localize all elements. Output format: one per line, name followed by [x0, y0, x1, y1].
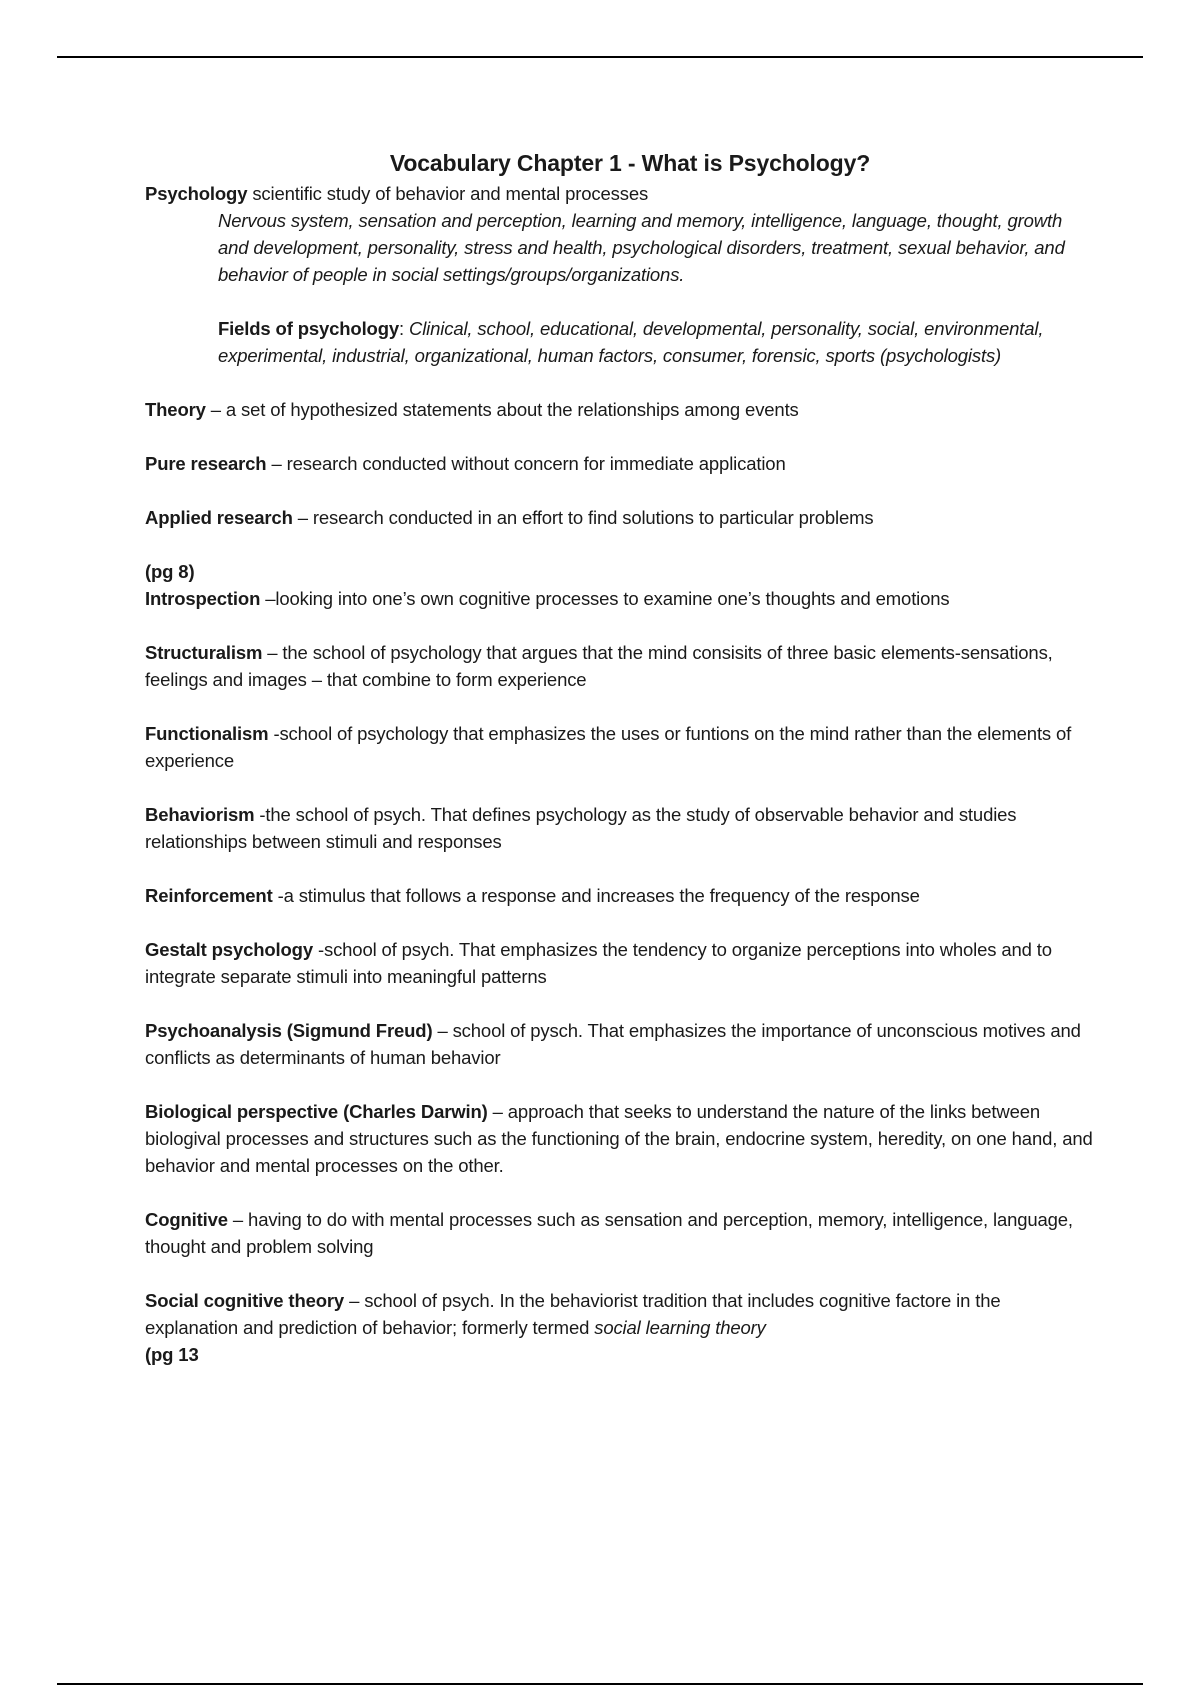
entry-definition: – having to do with mental processes such as sensation and perception, memory, intelligence, language, thought and problem solving — [145, 1209, 1073, 1257]
entry-term: Behaviorism — [145, 804, 255, 825]
page-note: (pg 13 — [145, 1344, 199, 1365]
entry-introspection — [145, 585, 1095, 612]
entry-cognitive — [145, 1206, 1095, 1260]
entry-term: Reinforcement — [145, 885, 273, 906]
entry-term: Psychoanalysis (Sigmund Freud) — [145, 1020, 433, 1041]
entry-term: Theory — [145, 399, 206, 420]
entry-term: Introspection — [145, 588, 261, 609]
entry-definition: – school of pysch. That emphasizes the importance of unconscious motives and conflicts as determinants of human behavior — [145, 1020, 1081, 1068]
entry-term: Functionalism — [145, 723, 269, 744]
entry-term: Social cognitive theory — [145, 1290, 345, 1311]
entry-definition: -school of psychology that emphasizes the uses or funtions on the mind rather than the elements of experience — [145, 723, 1072, 771]
entry-social-cognitive-theory — [145, 1287, 1095, 1341]
page-title: Vocabulary Chapter 1 - What is Psychology? — [389, 150, 871, 176]
document-body — [145, 146, 1095, 1368]
entry-structuralism — [145, 639, 1095, 693]
entry-applied-research — [145, 504, 1095, 531]
entry-definition: – research conducted in an effort to find solutions to particular problems — [292, 507, 874, 528]
entry-term: Gestalt psychology — [145, 939, 313, 960]
entry-definition: – research conducted without concern for immediate application — [266, 453, 786, 474]
page-note: (pg 8) — [145, 561, 195, 582]
entry-gestalt-psychology — [145, 936, 1095, 990]
bottom-rule — [57, 1683, 1143, 1685]
entry-functionalism — [145, 720, 1095, 774]
entry-definition: -a stimulus that follows a response and increases the frequency of the response — [272, 885, 920, 906]
entry-psychology — [145, 180, 1095, 207]
entry-psychoanalysis — [145, 1017, 1095, 1071]
entry-term: Pure research — [145, 453, 267, 474]
fields-of-psychology — [218, 315, 1095, 369]
entry-term: Applied research — [145, 507, 293, 528]
entry-definition: – school of psych. In the behaviorist tradition that includes cognitive factore in the explanation and prediction of behavior; formerly termed — [145, 1290, 1001, 1338]
entry-definition: scientific study of behavior and mental processes — [247, 183, 649, 204]
entry-theory — [145, 396, 1095, 423]
fields-label: Fields of psychology — [218, 318, 399, 339]
entry-behaviorism — [145, 801, 1095, 855]
entry-pure-research — [145, 450, 1095, 477]
entry-definition: -school of psych. That emphasizes the tendency to organize perceptions into wholes and to integrate separate stimuli into meaningful patterns — [145, 939, 1052, 987]
fields-colon: : — [399, 318, 409, 339]
top-rule — [57, 56, 1143, 58]
fields-list: Clinical, school, educational, developmental, personality, social, environmental, experimental, industrial, organizational, human factors, consumer, forensic, sports (psychologists) — [218, 318, 1044, 366]
entry-definition: – approach that seeks to understand the nature of the links between biologival processes and structures such as the functioning of the brain, endocrine system, heredity, on one hand, and behavior and mental processes on the other. — [145, 1101, 1093, 1176]
psychology-examples: Nervous system, sensation and perception, learning and memory, intelligence, language, thought, growth and development, personality, stress and health, psychological disorders, treatment, sexual behavior, and behavior of people in social settings/groups/organizations. — [218, 210, 1065, 285]
entry-definition: –looking into one’s own cognitive processes to examine one’s thoughts and emotions — [260, 588, 950, 609]
entry-reinforcement — [145, 882, 1095, 909]
entry-definition-italic: social learning theory — [594, 1317, 766, 1338]
entry-definition: – the school of psychology that argues that the mind consisits of three basic elements-sensations, feelings and images – that combine to form experience — [145, 642, 1053, 690]
entry-definition: – a set of hypothesized statements about the relationships among events — [205, 399, 799, 420]
entry-term: Psychology — [145, 183, 248, 204]
entry-term: Biological perspective (Charles Darwin) — [145, 1101, 488, 1122]
entry-term: Cognitive — [145, 1209, 228, 1230]
entry-biological-perspective — [145, 1098, 1095, 1179]
entry-term: Structuralism — [145, 642, 263, 663]
entry-definition: -the school of psych. That defines psychology as the study of observable behavior and studies relationships between stimuli and responses — [145, 804, 1017, 852]
